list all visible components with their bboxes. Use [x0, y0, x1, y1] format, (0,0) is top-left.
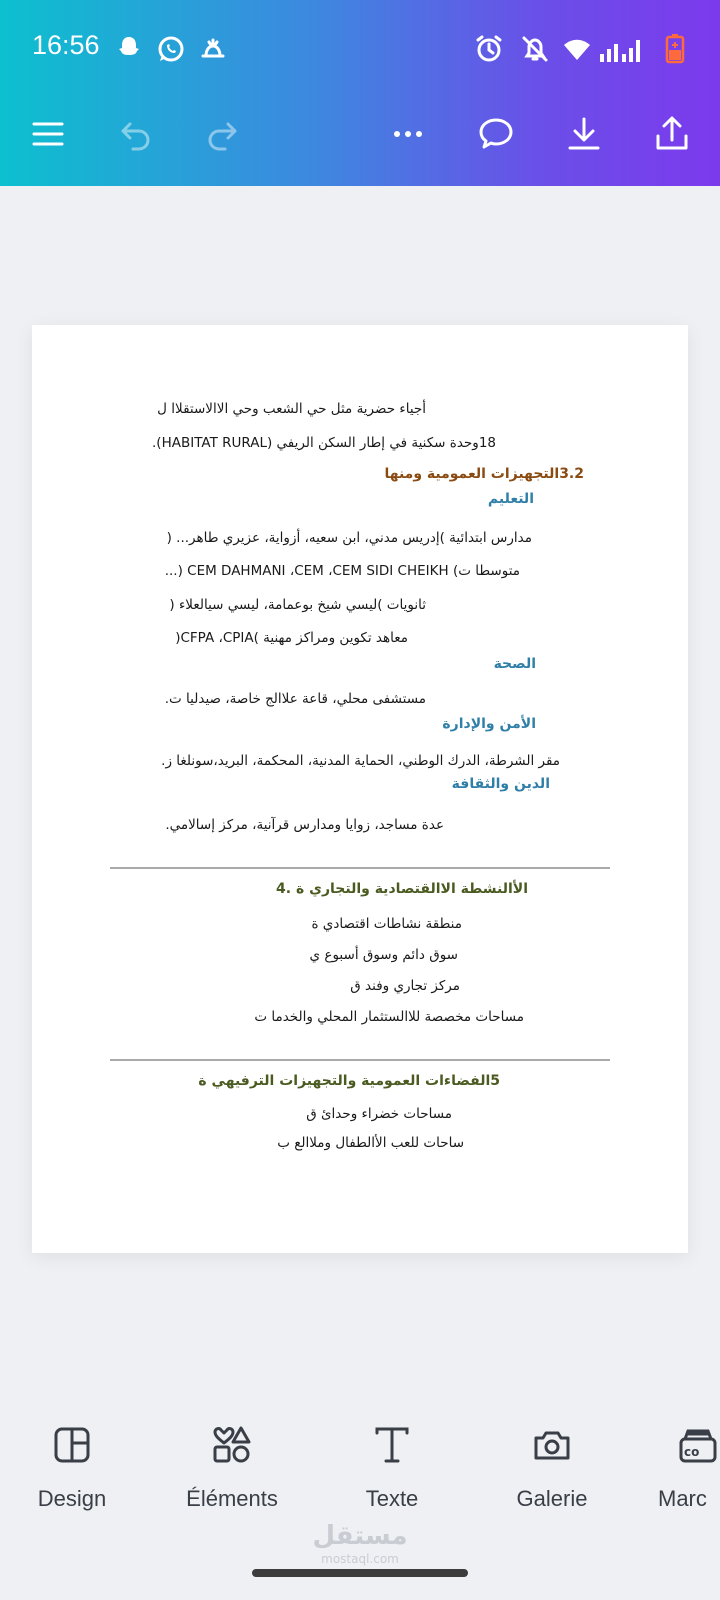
- undo-icon[interactable]: [112, 110, 160, 158]
- download-icon[interactable]: [560, 110, 608, 158]
- watermark-logo: مستقل: [312, 1521, 408, 1551]
- doc-line: مستشفى محلي، قاعة علاالج خاصة، صيدليا ت.: [164, 691, 426, 707]
- status-time: 16:56: [32, 30, 100, 60]
- notification-icon: [198, 34, 228, 64]
- doc-line: ساحات للعب الأالطفال وملاالع ب: [277, 1135, 464, 1151]
- elements-icon: [162, 1420, 302, 1470]
- doc-line: مساحات مخصصة للاالستثمار المحلي والخدما ت: [254, 1009, 524, 1025]
- alarm-icon: [474, 34, 504, 64]
- subsection-heading: الدين والثقافة: [451, 776, 550, 792]
- bell-off-icon: [520, 34, 550, 64]
- doc-line: أجياء حضرية مثل حي الشعب وحي الاالاستقلاا ل: [157, 401, 426, 417]
- document-page[interactable]: [32, 325, 688, 1253]
- brand-icon: [642, 1420, 720, 1470]
- watermark-url: mostaql.com: [321, 1552, 399, 1566]
- doc-line: منطقة نشاطات اقتصادي ة: [311, 916, 462, 932]
- doc-line: متوسطا ت) CEM DAHMANI ،CEM ،CEM SIDI CHEIKH (...: [164, 563, 520, 579]
- share-icon[interactable]: [648, 110, 696, 158]
- doc-line: سوق دائم وسوق أسبوع ي: [309, 947, 458, 963]
- subsection-heading: الأمن والإدارة: [442, 716, 536, 732]
- doc-line: عدة مساجد، زوايا ومدارس قرآنية، مركز إسالامي.: [165, 817, 444, 833]
- nav-elements-label: Éléments: [186, 1486, 278, 1511]
- nav-design-label: Design: [37, 1486, 107, 1511]
- nav-brand-label: Marc: [658, 1486, 707, 1511]
- section-heading: الأالنشطة الاالقتصادية والتجاري ة .4: [276, 881, 528, 897]
- subsection-heading: الصحة: [493, 656, 536, 672]
- signal-icon: [598, 34, 642, 64]
- divider: [110, 867, 610, 869]
- menu-icon[interactable]: [24, 110, 72, 158]
- doc-line: مدارس ابتدائية )إدريس مدني، ابن سعيه، أزواية، عزيري طاهر... (: [166, 530, 532, 546]
- nav-brand[interactable]: [642, 1420, 720, 1512]
- editor-toolbar: [0, 110, 720, 170]
- app-header: [0, 0, 720, 186]
- doc-line: معاهد تكوين ومراكز مهنية )CFPA ،CPIA(: [175, 630, 408, 646]
- svg-text:co: co: [684, 1445, 700, 1459]
- camera-icon: [482, 1420, 622, 1470]
- nav-text[interactable]: [322, 1420, 462, 1512]
- snapchat-icon: [114, 34, 144, 64]
- doc-line: 18وحدة سكنية في إطار السكن الريفي (HABITAT RURAL).: [152, 435, 496, 451]
- wifi-icon: [562, 34, 592, 64]
- doc-line: مقر الشرطة، الدرك الوطني، الحماية المدنية، المحكمة، البريد،سونلغا ز.: [161, 753, 560, 769]
- divider: [110, 1059, 610, 1061]
- nav-gallery-label: Galerie: [516, 1486, 588, 1511]
- subsection-heading: التعليم: [487, 491, 534, 507]
- design-icon: [2, 1420, 142, 1470]
- nav-gallery[interactable]: [482, 1420, 622, 1512]
- doc-line: ثانويات )ليسي شيخ بوعمامة، ليسي سيالعلاء (: [169, 597, 426, 613]
- doc-line: مركز تجاري وفند ق: [350, 978, 460, 994]
- nav-design[interactable]: [2, 1420, 142, 1512]
- home-indicator[interactable]: [252, 1569, 468, 1577]
- nav-text-label: Texte: [365, 1486, 419, 1511]
- nav-elements[interactable]: [162, 1420, 302, 1512]
- redo-icon[interactable]: [198, 110, 246, 158]
- section-heading: 3.2التجهيزات العمومية ومنها: [384, 466, 584, 482]
- text-icon: [322, 1420, 462, 1470]
- doc-line: مساحات خضراء وحدائ ق: [306, 1106, 452, 1122]
- more-icon[interactable]: [384, 110, 432, 158]
- whatsapp-icon: [156, 34, 186, 64]
- battery-icon: [664, 34, 686, 64]
- comment-icon[interactable]: [472, 110, 520, 158]
- section-heading: 5الفضاءات العمومية والتجهيزات الترفيهي ة: [198, 1073, 500, 1089]
- status-bar: [0, 20, 720, 80]
